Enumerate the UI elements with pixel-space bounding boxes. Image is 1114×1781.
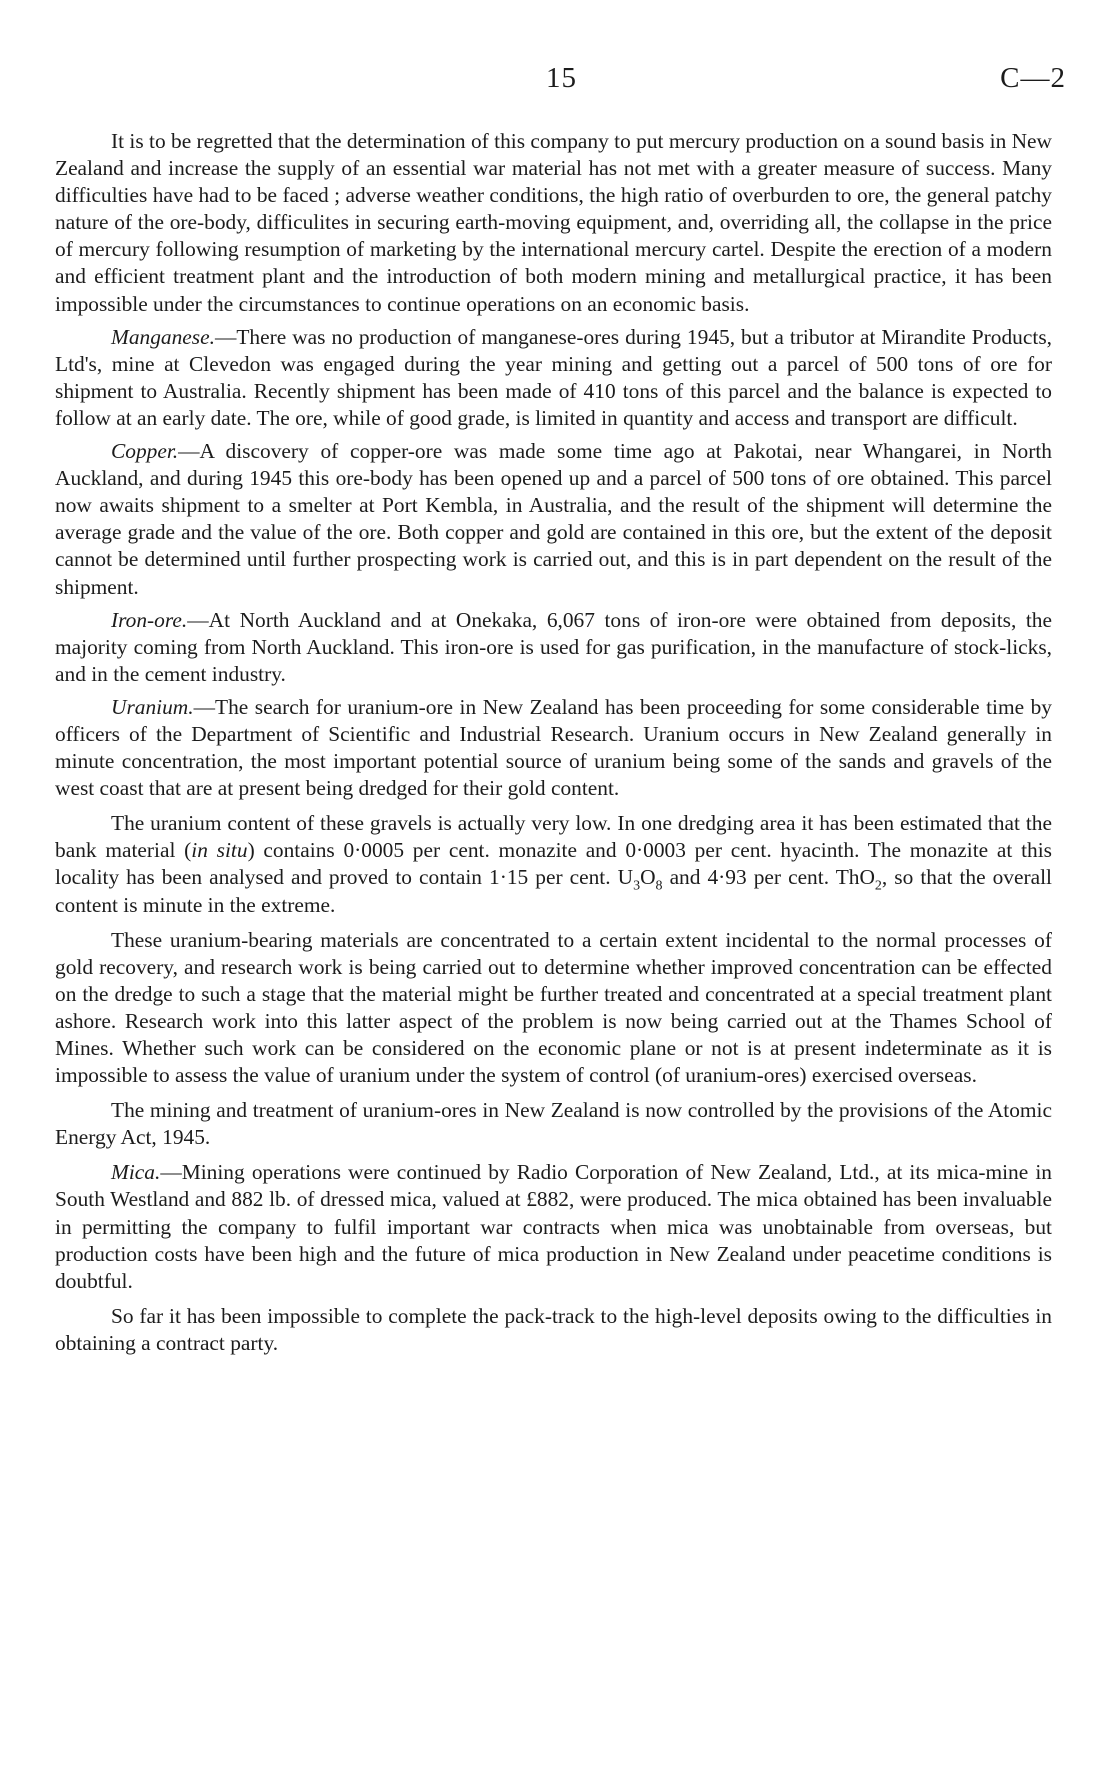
paragraph-text: —A discovery of copper-ore was made some time ago at Pakotai, near Whangarei, in North Auckland, and during 1945 this ore-body has been opened up and a parcel of 500 tons of ore obtained. This parcel now awaits shipment to a smelter at Port Kembla, in Australia, and the result of the shipment will determine the average grade and the value of the ore. Both copper and gold are contained in this ore, but the extent of the deposit cannot be determined until further prospecting work is carried out, and this is in part dependent on the result of the shipment. xyxy=(55,439,1052,599)
paragraph-text: —There was no production of manganese-ores during 1945, but a tributor at Mirandite Products, Ltd's, mine at Clevedon was engaged during the year mining and getting out a parcel of 500 tons of ore for shipment to Australia. Recently shipment has been made of 410 tons of this parcel and the balance is expected to follow at an early date. The ore, while of good grade, is limited in quantity and access and transport are difficult. xyxy=(55,324,1052,430)
page-header xyxy=(0,62,1114,98)
paragraph-text: These uranium-bearing materials are concentrated to a certain extent incidental to the normal processes of gold recovery, and research work is being carried out to determine whether improved concentration can be effected on the dredge to such a stage that the material might be further treated and concentrated at a special treatment plant ashore. Research work into this latter aspect of the problem is now being carried out at the Thames School of Mines. Whether such work can be considered on the economic plane or not is at present indeterminate as it is impossible to assess the value of uranium under the system of control (of uranium-ores) exercised overseas. xyxy=(55,927,1052,1088)
section-heading-copper: Copper. xyxy=(111,439,179,464)
paragraph-text: —The search for uranium-ore in New Zealand has been proceeding for some considerable time by officers of the Department of Scientific and Industrial Research. Uranium occurs in New Zealand generally in minute concentration, the most important potential source of uranium being some of the sands and gravels of the west coast that are at present being dredged for their gold content. xyxy=(55,694,1052,801)
paragraph-text: —Mining operations were continued by Radio Corporation of New Zealand, Ltd., at its mica-mine in South Westland and 882 lb. of dressed mica, valued at £882, were produced. The mica obtained has been invaluable in permitting the company to fulfil important war contracts when mica was unobtainable from overseas, but production costs have been high and the future of mica production in New Zealand under peacetime conditions is doubtful. xyxy=(55,1160,1052,1293)
paragraph-text: —At North Auckland and at Onekaka, 6,067 tons of iron-ore were obtained from deposits, the majority coming from North Auckland. This iron-ore is used for gas purification, in the manufacture of stock-licks, and in the cement industry. xyxy=(55,607,1052,686)
paragraph-text: So far it has been impossible to complete the pack-track to the high-level deposits owing to the difficulties in obtaining a contract party. xyxy=(55,1303,1052,1355)
paragraph-text: ) contains 0·0005 per cent. monazite and 0·0003 per cent. hyacinth. The monazite at this locality has been analysed and proved to contain 1·15 per cent. U xyxy=(55,838,1052,890)
paragraph-manganese xyxy=(55,324,1052,432)
subscript: 3 xyxy=(633,878,641,894)
paragraph-text: and 4·93 per cent. ThO xyxy=(662,865,875,890)
section-heading-uranium: Uranium. xyxy=(111,694,194,719)
subscript: 8 xyxy=(655,878,663,894)
section-heading-mica: Mica. xyxy=(111,1160,161,1185)
paragraph-text: O xyxy=(640,865,656,890)
paragraph-copper xyxy=(55,438,1052,601)
subscript: 2 xyxy=(874,878,882,894)
paragraph-text: , so that the overall content is minute in the extreme. xyxy=(55,865,1053,917)
paragraph-mica xyxy=(55,1159,1052,1294)
paragraph-atomic-energy-act xyxy=(55,1097,1052,1151)
paragraph-uranium xyxy=(55,694,1052,802)
section-heading-iron-ore: Iron-ore. xyxy=(111,607,188,632)
paragraph-uranium-research xyxy=(55,927,1052,1090)
section-heading-manganese: Manganese. xyxy=(111,324,215,349)
paragraph-mercury xyxy=(55,128,1052,318)
paragraph-pack-track xyxy=(55,1303,1052,1357)
body-text xyxy=(55,128,1052,1363)
paragraph-uranium-content xyxy=(55,810,1052,918)
page-number: 15 xyxy=(546,62,577,94)
paragraph-text: It is to be regretted that the determination of this company to put mercury production on a sound basis in New Zealand and increase the supply of an essential war material has not met with a greater measure of success. Many difficulties have had to be faced ; adverse weather conditions, the high ratio of overburden to ore, the general patchy nature of the ore-body, difficulites in securing earth-moving equipment, and, overriding all, the collapse in the price of mercury following resumption of marketing by the international mercury cartel. Despite the erection of a modern and efficient treatment plant and the introduction of both modern mining and metallurgical practice, it has been impossible under the circumstances to continue operations on an economic basis. xyxy=(55,129,1052,316)
document-reference: C—2 xyxy=(1000,62,1066,94)
paragraph-text: The mining and treatment of uranium-ores in New Zealand is now controlled by the provisions of the Atomic Energy Act, 1945. xyxy=(55,1098,1052,1150)
paragraph-iron-ore xyxy=(55,607,1052,688)
in-situ-term: in situ xyxy=(191,838,248,863)
paragraph-text: The uranium content of these gravels is actually very low. In one dredging area it has been estimated that the bank material ( xyxy=(55,811,1052,863)
